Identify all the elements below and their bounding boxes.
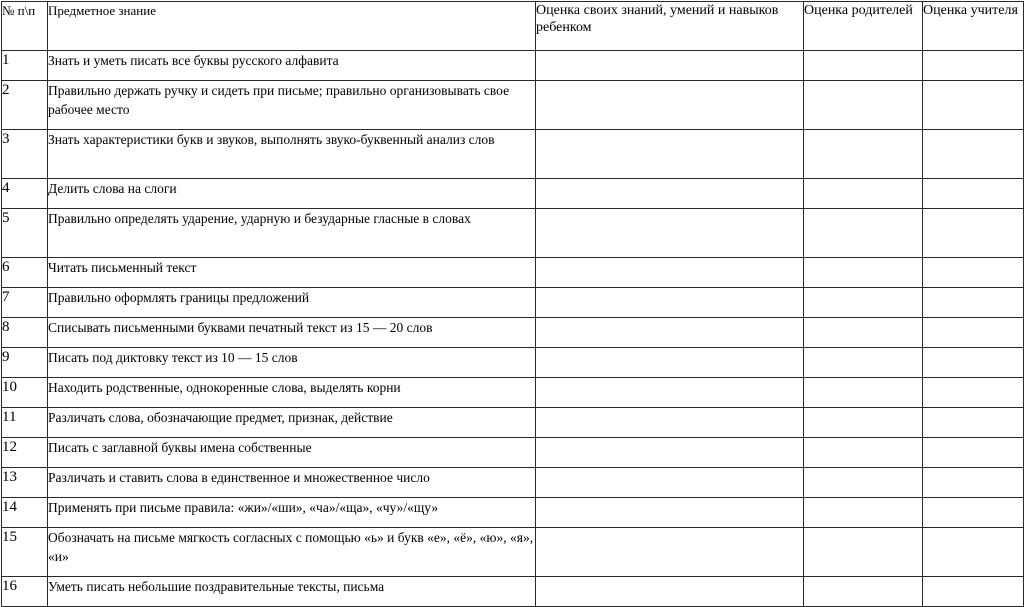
row-subject: Правильно оформлять границы предложений (48, 288, 536, 318)
row-parents-assessment-cell (804, 318, 923, 348)
header-child-assessment: Оценка своих знаний, умений и навыков ребенком (536, 2, 804, 51)
row-subject: Писать под диктовку текст из 10 — 15 слов (48, 348, 536, 378)
row-subject: Уметь писать небольшие поздравительные тексты, письма (48, 577, 536, 607)
row-subject: Знать характеристики букв и звуков, выполнять звуко-буквенный анализ слов (48, 130, 536, 179)
table-row (2, 468, 1024, 498)
row-subject: Делить слова на слоги (48, 179, 536, 209)
row-number: 12 (2, 438, 48, 468)
skills-assessment-table (1, 1, 1024, 607)
row-child-assessment-cell (536, 130, 804, 179)
row-child-assessment-cell (536, 81, 804, 130)
row-teacher-assessment-cell (923, 81, 1024, 130)
table-header-row (2, 2, 1024, 51)
table-row (2, 318, 1024, 348)
row-number: 11 (2, 408, 48, 438)
row-teacher-assessment-cell (923, 51, 1024, 81)
row-number: 15 (2, 528, 48, 577)
row-child-assessment-cell (536, 378, 804, 408)
row-teacher-assessment-cell (923, 209, 1024, 258)
row-subject: Применять при письме правила: «жи»/«ши», «ча»/«ща», «чу»/«щу» (48, 498, 536, 528)
row-number: 14 (2, 498, 48, 528)
row-child-assessment-cell (536, 51, 804, 81)
row-subject: Различать слова, обозначающие предмет, признак, действие (48, 408, 536, 438)
table-row (2, 577, 1024, 607)
row-subject: Находить родственные, однокоренные слова, выделять корни (48, 378, 536, 408)
row-number: 10 (2, 378, 48, 408)
row-parents-assessment-cell (804, 438, 923, 468)
row-teacher-assessment-cell (923, 258, 1024, 288)
row-parents-assessment-cell (804, 348, 923, 378)
row-child-assessment-cell (536, 348, 804, 378)
row-child-assessment-cell (536, 209, 804, 258)
row-parents-assessment-cell (804, 258, 923, 288)
row-teacher-assessment-cell (923, 408, 1024, 438)
row-teacher-assessment-cell (923, 468, 1024, 498)
row-parents-assessment-cell (804, 577, 923, 607)
table-row (2, 348, 1024, 378)
table-row (2, 130, 1024, 179)
row-parents-assessment-cell (804, 209, 923, 258)
row-child-assessment-cell (536, 438, 804, 468)
row-subject: Обозначать на письме мягкость согласных с помощью «ь» и букв «е», «ё», «ю», «я», «и» (48, 528, 536, 577)
row-number: 16 (2, 577, 48, 607)
table-row (2, 438, 1024, 468)
header-teacher-assessment: Оценка учителя (923, 2, 1024, 51)
row-teacher-assessment-cell (923, 528, 1024, 577)
row-teacher-assessment-cell (923, 348, 1024, 378)
row-number: 8 (2, 318, 48, 348)
row-parents-assessment-cell (804, 408, 923, 438)
row-child-assessment-cell (536, 258, 804, 288)
header-parents-assessment: Оценка родителей (804, 2, 923, 51)
row-number: 2 (2, 81, 48, 130)
table-row (2, 378, 1024, 408)
row-number: 1 (2, 51, 48, 81)
row-number: 4 (2, 179, 48, 209)
row-subject: Правильно держать ручку и сидеть при письме; правильно организовывать свое рабочее место (48, 81, 536, 130)
row-parents-assessment-cell (804, 288, 923, 318)
row-child-assessment-cell (536, 318, 804, 348)
row-teacher-assessment-cell (923, 179, 1024, 209)
row-number: 7 (2, 288, 48, 318)
row-child-assessment-cell (536, 179, 804, 209)
row-teacher-assessment-cell (923, 130, 1024, 179)
table-row (2, 81, 1024, 130)
row-teacher-assessment-cell (923, 577, 1024, 607)
row-child-assessment-cell (536, 498, 804, 528)
row-parents-assessment-cell (804, 378, 923, 408)
row-child-assessment-cell (536, 288, 804, 318)
row-child-assessment-cell (536, 408, 804, 438)
row-teacher-assessment-cell (923, 498, 1024, 528)
table-body (2, 2, 1024, 607)
row-number: 3 (2, 130, 48, 179)
row-parents-assessment-cell (804, 498, 923, 528)
row-parents-assessment-cell (804, 468, 923, 498)
table-row (2, 408, 1024, 438)
row-subject: Знать и уметь писать все буквы русского алфавита (48, 51, 536, 81)
row-teacher-assessment-cell (923, 378, 1024, 408)
table-row (2, 179, 1024, 209)
table-row (2, 258, 1024, 288)
row-child-assessment-cell (536, 468, 804, 498)
row-subject: Читать письменный текст (48, 258, 536, 288)
header-number: № п\п (2, 2, 48, 51)
row-teacher-assessment-cell (923, 288, 1024, 318)
row-child-assessment-cell (536, 577, 804, 607)
table-row (2, 528, 1024, 577)
row-parents-assessment-cell (804, 179, 923, 209)
row-subject: Правильно определять ударение, ударную и безударные гласные в словах (48, 209, 536, 258)
row-parents-assessment-cell (804, 130, 923, 179)
row-teacher-assessment-cell (923, 438, 1024, 468)
row-teacher-assessment-cell (923, 318, 1024, 348)
row-number: 13 (2, 468, 48, 498)
row-child-assessment-cell (536, 528, 804, 577)
row-parents-assessment-cell (804, 51, 923, 81)
row-subject: Различать и ставить слова в единственное и множественное число (48, 468, 536, 498)
row-parents-assessment-cell (804, 81, 923, 130)
table-row (2, 209, 1024, 258)
row-number: 6 (2, 258, 48, 288)
row-number: 9 (2, 348, 48, 378)
row-subject: Писать с заглавной буквы имена собственные (48, 438, 536, 468)
row-parents-assessment-cell (804, 528, 923, 577)
header-subject: Предметное знание (48, 2, 536, 51)
table-row (2, 51, 1024, 81)
row-number: 5 (2, 209, 48, 258)
row-subject: Списывать письменными буквами печатный текст из 15 — 20 слов (48, 318, 536, 348)
table-row (2, 498, 1024, 528)
table-row (2, 288, 1024, 318)
